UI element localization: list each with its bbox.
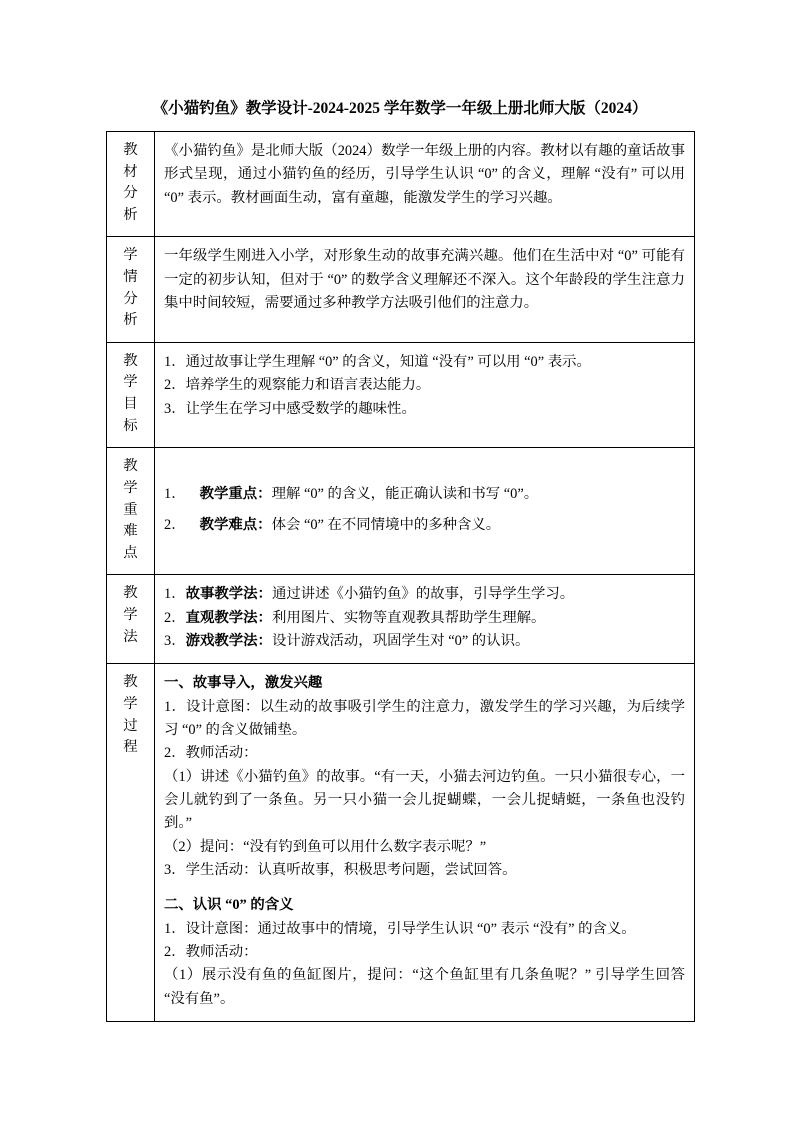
item-text: 利用图片、实物等直观教具帮助学生理解。	[271, 609, 546, 626]
row-content-teaching-process	[155, 664, 695, 1022]
table-row	[107, 664, 695, 1022]
paragraph: （1）讲述《小猫钓鱼》的故事。“有一天，小猫去河边钓鱼。一只小猫很专心，一会儿就钓到了一条鱼。另一只小猫一会儿捉蝴蝶，一会儿捉蜻蜓，一条鱼也没钓到。”	[164, 768, 685, 832]
row-content-student-analysis	[155, 237, 695, 342]
item-number: 2．	[164, 517, 186, 534]
row-label-teaching-methods: 教学法	[107, 575, 155, 664]
item-text: 体会 “0” 在不同情境中的多种含义。	[271, 517, 501, 534]
row-label-teaching-objectives: 教学目标	[107, 342, 155, 447]
row-label-key-difficulties: 教学重难点	[107, 448, 155, 575]
item-label: 教学难点：	[199, 517, 272, 534]
row-content-key-difficulties	[155, 448, 695, 575]
row-content-textbook-analysis	[155, 132, 695, 237]
table-row	[107, 448, 695, 575]
paragraph: 一年级学生刚进入小学，对形象生动的故事充满兴趣。他们在生活中对 “0” 可能有一定的初步认知，但对于 “0” 的数学含义理解还不深入。这个年龄段的学生注意力集中时间较短，需要通过多种教学方法吸引他们的注意力。	[164, 248, 685, 312]
paragraph: 2．教师活动：	[164, 745, 258, 762]
lesson-plan-table	[106, 131, 695, 1022]
paragraph: 2．教师活动：	[164, 943, 258, 960]
list-item	[164, 483, 685, 506]
paragraph: 1．通过故事让学生理解 “0” 的含义，知道 “没有” 可以用 “0” 表示。	[164, 353, 591, 370]
item-label: 故事教学法：	[185, 586, 272, 603]
paragraph: 3．让学生在学习中感受数学的趣味性。	[164, 400, 416, 417]
table-row	[107, 132, 695, 237]
item-text: 设计游戏活动，巩固学生对 “0” 的认识。	[271, 633, 530, 650]
item-text: 理解 “0” 的含义，能正确认读和书写 “0”。	[271, 486, 539, 502]
paragraph: 3．学生活动：认真听故事，积极思考问题，尝试回答。	[164, 861, 517, 878]
table-row	[107, 575, 695, 664]
page-title: 《小猫钓鱼》教学设计-2024-2025 学年数学一年级上册北师大版（2024）	[152, 100, 648, 117]
paragraph: （1）展示没有鱼的鱼缸图片，提问：“这个鱼缸里有几条鱼呢？” 引导学生回答 “没有鱼”。	[164, 967, 685, 1007]
item-number: 3．	[164, 633, 186, 650]
item-text: 通过讲述《小猫钓鱼》的故事，引导学生学习。	[271, 586, 575, 603]
item-label: 直观教学法：	[185, 609, 272, 626]
paragraph: （2）提问：“没有钓到鱼可以用什么数字表示呢？”	[164, 838, 487, 855]
table-row	[107, 237, 695, 342]
row-label-student-analysis: 学情分析	[107, 237, 155, 342]
item-label: 游戏教学法：	[185, 633, 272, 650]
row-label-teaching-process: 教学过程	[107, 664, 155, 1022]
row-content-teaching-objectives	[155, 342, 695, 447]
paragraph: 《小猫钓鱼》是北师大版（2024）数学一年级上册的内容。教材以有趣的童话故事形式呈现，通过小猫钓鱼的经历，引导学生认识 “0” 的含义，理解 “没有” 可以用 “0” 表示。教材画面生动，富有童趣，能激发学生的学习兴趣。	[164, 143, 685, 206]
list-item	[164, 630, 685, 653]
row-label-textbook-analysis: 教材分析	[107, 132, 155, 237]
table-row	[107, 342, 695, 447]
section-heading: 二、认识 “0” 的含义	[164, 897, 294, 914]
item-number: 2．	[164, 609, 186, 626]
item-number: 1．	[164, 486, 186, 502]
row-content-teaching-methods	[155, 575, 695, 664]
list-item	[164, 514, 685, 537]
paragraph: 1．设计意图：通过故事中的情境，引导学生认识 “0” 表示 “没有” 的含义。	[164, 920, 636, 937]
paragraph: 1．设计意图：以生动的故事吸引学生的注意力，激发学生的学习兴趣，为后续学习 “0” 的含义做铺垫。	[164, 698, 685, 738]
paragraph: 2．培养学生的观察能力和语言表达能力。	[164, 377, 431, 394]
list-item	[164, 583, 685, 606]
item-number: 1．	[164, 586, 186, 603]
section-heading: 一、故事导入，激发兴趣	[164, 675, 323, 692]
item-label: 教学重点：	[199, 486, 272, 502]
list-item	[164, 607, 685, 630]
